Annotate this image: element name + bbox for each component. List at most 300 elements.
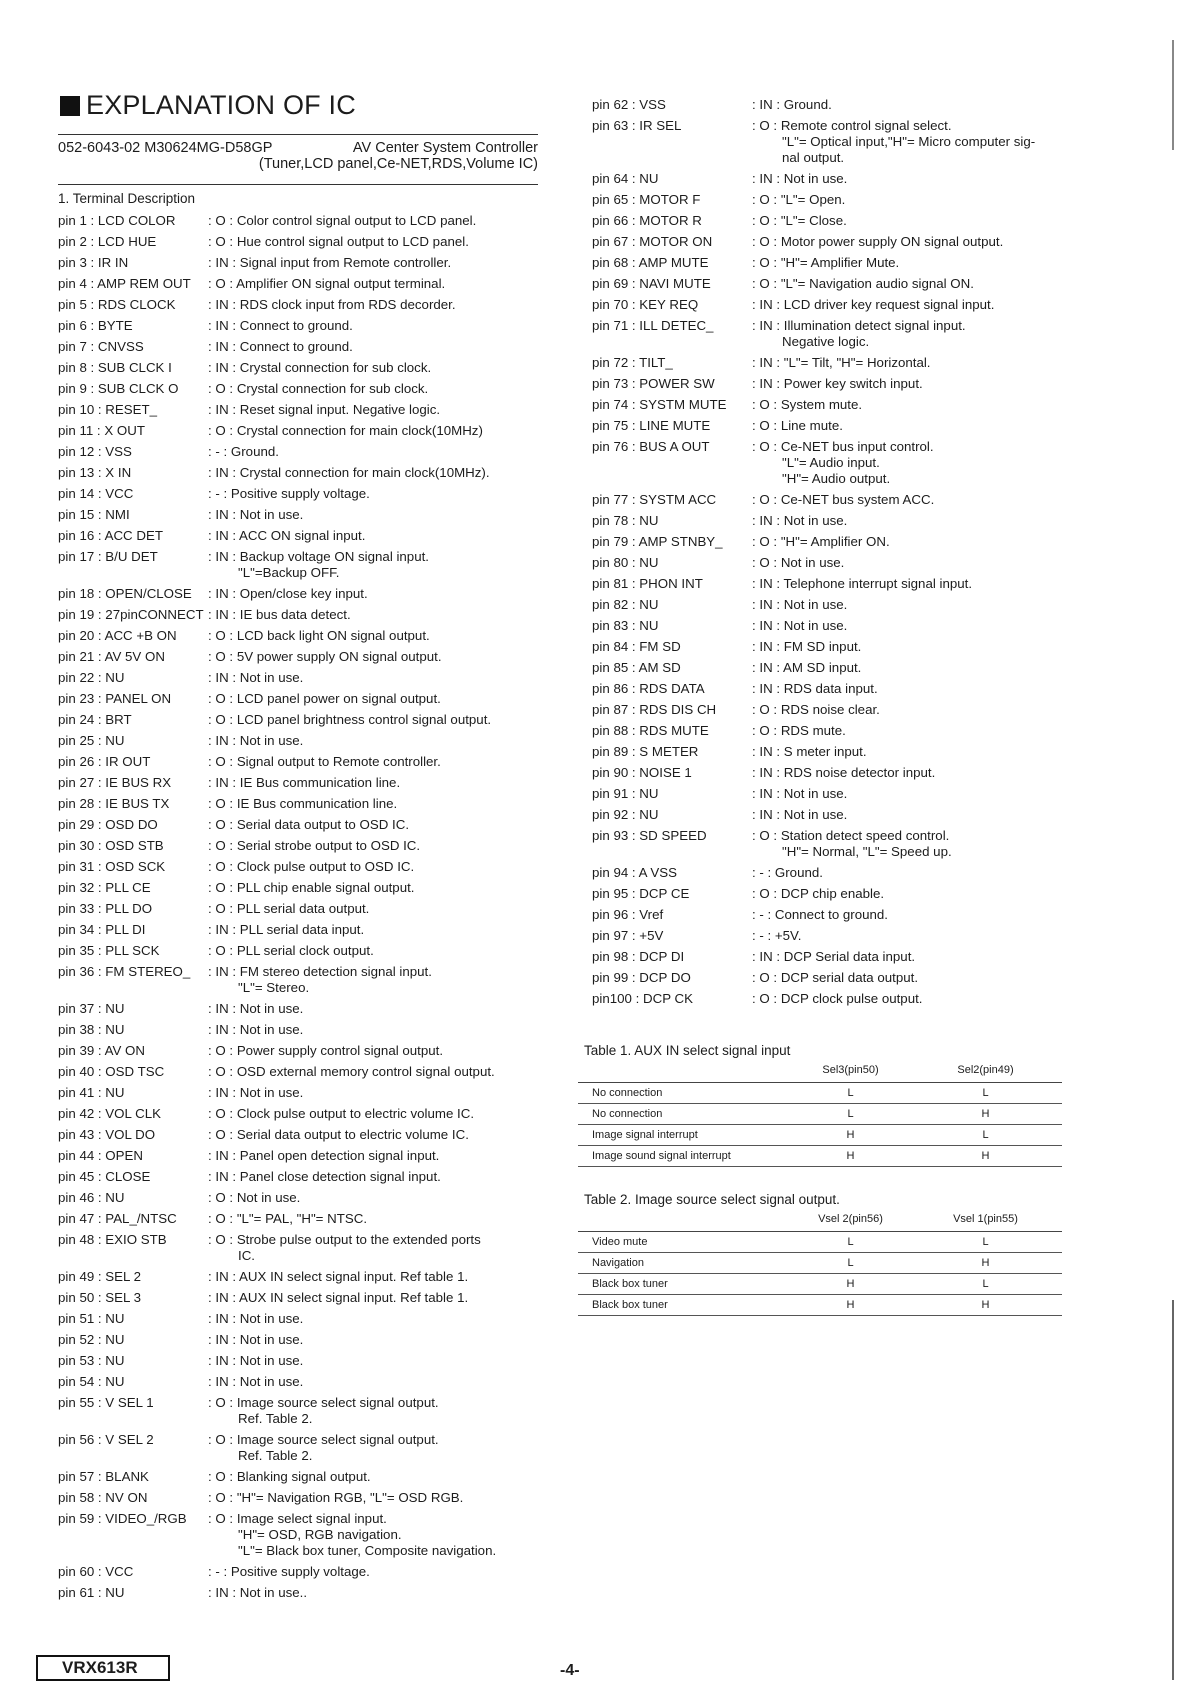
table-cell: L: [847, 1108, 854, 1120]
pin-label: pin 74 : SYSTM MUTE: [592, 397, 727, 412]
pin-row: [58, 604, 548, 625]
pin-description-line: : O : RDS noise clear.: [752, 702, 880, 717]
pin-row: [58, 1487, 548, 1508]
pin-description: [752, 925, 1112, 946]
pin-row: [58, 835, 548, 856]
pin-description-line: : O : PLL serial data output.: [208, 901, 370, 916]
pin-description-line: : O : Power supply control signal output.: [208, 1043, 444, 1058]
pin-description: [752, 531, 1112, 552]
pin-label: pin 6 : BYTE: [58, 318, 133, 333]
pin-label: pin 68 : AMP MUTE: [592, 255, 709, 270]
pin-description-extra: "H"= Audio output.: [782, 471, 891, 486]
pin-description: [752, 594, 1112, 615]
pin-description: [208, 1287, 548, 1308]
pin-description: [208, 1082, 548, 1103]
pin-label: pin 44 : OPEN: [58, 1148, 143, 1163]
pin-description-line: : IN : Not in use.: [752, 618, 848, 633]
pin-label: pin 16 : ACC DET: [58, 528, 163, 543]
pin-row: [58, 1266, 548, 1287]
pin-description-line: : O : "H"= Amplifier Mute.: [752, 255, 900, 270]
pin-description-line: : IN : FM stereo detection signal input.: [208, 964, 432, 979]
pin-label: pin 83 : NU: [592, 618, 659, 633]
pin-description-line: : O : Serial data output to electric volume IC.: [208, 1127, 469, 1142]
pin-row: [58, 1561, 548, 1582]
pin-row: [58, 546, 548, 581]
pin-row: [592, 862, 1112, 883]
table-cell: L: [982, 1129, 989, 1141]
pin-label: pin 56 : V SEL 2: [58, 1432, 154, 1447]
pin-description: [208, 835, 548, 856]
pin-description: [208, 919, 548, 940]
pin-label: pin 69 : NAVI MUTE: [592, 276, 711, 291]
pin-label: pin 75 : LINE MUTE: [592, 418, 711, 433]
pin-label: pin 55 : V SEL 1: [58, 1395, 154, 1410]
pin-label: pin 57 : BLANK: [58, 1469, 149, 1484]
table-cell: H: [981, 1150, 990, 1162]
pin-description: [208, 252, 548, 273]
pin-row: [58, 877, 548, 898]
pin-row: [58, 378, 548, 399]
pin-description-line: : IN : Not in use.: [208, 507, 304, 522]
pin-description-line: : - : Positive supply voltage.: [208, 1564, 370, 1579]
pin-label: pin 64 : NU: [592, 171, 659, 186]
pin-label: pin 79 : AMP STNBY_: [592, 534, 723, 549]
pin-label: pin 10 : RESET_: [58, 402, 158, 417]
pin-row: [58, 1208, 548, 1229]
pin-row: [592, 988, 1112, 1009]
pin-description: [208, 625, 548, 646]
pin-description-line: : O : LCD back light ON signal output.: [208, 628, 430, 643]
pin-label: pin 14 : VCC: [58, 486, 134, 501]
pin-description-line: : O : LCD panel brightness control signal output.: [208, 712, 492, 727]
title-rule-top: [58, 134, 538, 135]
pin-description: [752, 394, 1112, 415]
table-cell: Image sound signal interrupt: [592, 1150, 731, 1162]
pin-row: [592, 531, 1112, 552]
pin-row: [592, 720, 1112, 741]
pin-row: [58, 525, 548, 546]
pin-description-line: : O : Ce-NET bus input control.: [752, 439, 934, 454]
table-header-cell: [578, 1064, 783, 1082]
pin-label: pin 73 : POWER SW: [592, 376, 715, 391]
pin-description: [752, 315, 1112, 350]
pin-description: [208, 856, 548, 877]
pin-description-line: : IN : IE Bus communication line.: [208, 775, 401, 790]
pin-description-line: : O : IE Bus communication line.: [208, 796, 398, 811]
pin-row: [592, 115, 1112, 166]
pin-description: [752, 252, 1112, 273]
pin-description-line: : IN : "L"= Tilt, "H"= Horizontal.: [752, 355, 931, 370]
pin-row: [58, 252, 548, 273]
pin-row: [58, 688, 548, 709]
pin-description-line: : O : Crystal connection for sub clock.: [208, 381, 429, 396]
pin-description-line: : IN : RDS noise detector input.: [752, 765, 936, 780]
pin-label: pin 52 : NU: [58, 1332, 125, 1347]
pin-row: [592, 741, 1112, 762]
pin-description-line: : IN : Not in use.: [752, 597, 848, 612]
pin-row: [592, 657, 1112, 678]
pin-row: [58, 646, 548, 667]
pin-description-line: : IN : RDS clock input from RDS decorder.: [208, 297, 456, 312]
table-cell: L: [847, 1257, 854, 1269]
pin-description-line: : - : +5V.: [752, 928, 802, 943]
pin-description: [208, 898, 548, 919]
pin-label: pin 77 : SYSTM ACC: [592, 492, 717, 507]
pin-description-extra: "L"= Optical input,"H"= Micro computer sig-: [782, 134, 1036, 149]
pin-description: [208, 273, 548, 294]
table-header-cell: [578, 1213, 783, 1231]
table-cell: L: [982, 1236, 989, 1248]
pin-label: pin 67 : MOTOR ON: [592, 234, 713, 249]
pin-row: [58, 420, 548, 441]
pin-label: pin 41 : NU: [58, 1085, 125, 1100]
pin-description: [208, 420, 548, 441]
ic-part-number: 052-6043-02 M30624MG-D58GP: [58, 140, 273, 156]
pin-description: [752, 883, 1112, 904]
pin-row: [58, 1019, 548, 1040]
page-heading: [60, 90, 356, 121]
pin-description-extra: Ref. Table 2.: [238, 1448, 313, 1463]
pin-description-line: : IN : Not in use.: [208, 1022, 304, 1037]
table2: [578, 1213, 1062, 1316]
pin-description-line: : IN : Panel close detection signal input.: [208, 1169, 441, 1184]
heading-square-icon: [60, 96, 80, 116]
pin-row: [592, 804, 1112, 825]
pin-row: [58, 1582, 548, 1603]
pin-label: pin 76 : BUS A OUT: [592, 439, 710, 454]
table-row: [578, 1104, 1062, 1125]
pin-row: [58, 583, 548, 604]
pin-description: [752, 967, 1112, 988]
pin-description-line: : - : Ground.: [208, 444, 279, 459]
pin-label: pin 24 : BRT: [58, 712, 132, 727]
table-header-cell: Sel3(pin50): [822, 1064, 879, 1076]
pin-description-extra: Negative logic.: [782, 334, 870, 349]
pin-description: [752, 210, 1112, 231]
pin-row: [58, 1229, 548, 1264]
pin-description: [208, 546, 548, 581]
pin-label: pin 34 : PLL DI: [58, 922, 146, 937]
pin-row: [592, 925, 1112, 946]
pin-row: [592, 168, 1112, 189]
table-row: [578, 1083, 1062, 1104]
pin-label: pin 51 : NU: [58, 1311, 125, 1326]
pin-description: [208, 1561, 548, 1582]
pin-description: [208, 441, 548, 462]
pin-label: pin 86 : RDS DATA: [592, 681, 705, 696]
table-cell: Black box tuner: [592, 1299, 668, 1311]
pin-row: [58, 1166, 548, 1187]
pin-description: [208, 1371, 548, 1392]
pin-row: [58, 483, 548, 504]
pin-label: pin 22 : NU: [58, 670, 125, 685]
pin-label: pin 49 : SEL 2: [58, 1269, 142, 1284]
pin-description: [752, 862, 1112, 883]
pin-description-line: : O : "L"= Open.: [752, 192, 846, 207]
pin-description-line: : IN : Not in use.: [208, 733, 304, 748]
page-number: -4-: [560, 1662, 580, 1679]
pin-label: pin 92 : NU: [592, 807, 659, 822]
scan-edge-mark: [1172, 1300, 1174, 1680]
scan-edge-mark: [1172, 40, 1174, 150]
pin-description: [208, 1308, 548, 1329]
pin-row: [58, 1392, 548, 1427]
pin-row: [58, 210, 548, 231]
table-row: [578, 1232, 1062, 1253]
pin-label: pin 18 : OPEN/CLOSE: [58, 586, 192, 601]
pin-label: pin 5 : RDS CLOCK: [58, 297, 176, 312]
pin-label: pin 91 : NU: [592, 786, 659, 801]
pin-description: [208, 604, 548, 625]
table-header-cell: Vsel 1(pin55): [953, 1213, 1018, 1225]
pin-label: pin 62 : VSS: [592, 97, 666, 112]
pin-description: [208, 730, 548, 751]
pin-label: pin 87 : RDS DIS CH: [592, 702, 717, 717]
pin-row: [58, 898, 548, 919]
pin-description-line: : IN : AUX IN select signal input. Ref table 1.: [208, 1269, 469, 1284]
pin-row: [58, 336, 548, 357]
pin-row: [592, 573, 1112, 594]
pin-description-line: : O : Hue control signal output to LCD panel.: [208, 234, 469, 249]
pin-row: [592, 352, 1112, 373]
pin-description-line: : O : DCP clock pulse output.: [752, 991, 923, 1006]
pin-row: [592, 946, 1112, 967]
pin-row: [58, 625, 548, 646]
pin-row: [592, 678, 1112, 699]
pin-description: [752, 946, 1112, 967]
pin-description-line: : IN : PLL serial data input.: [208, 922, 365, 937]
pin-description: [208, 525, 548, 546]
pin-row: [592, 699, 1112, 720]
pin-description-line: : O : LCD panel power on signal output.: [208, 691, 441, 706]
pin-label: pin 43 : VOL DO: [58, 1127, 156, 1142]
pin-description: [208, 1103, 548, 1124]
pin-row: [592, 315, 1112, 350]
pin-description-line: : - : Positive supply voltage.: [208, 486, 370, 501]
table-header-cell: Vsel 2(pin56): [818, 1213, 883, 1225]
pin-description-line: : IN : Open/close key input.: [208, 586, 368, 601]
pin-description-line: : O : "H"= Navigation RGB, "L"= OSD RGB.: [208, 1490, 464, 1505]
pin-label: pin 89 : S METER: [592, 744, 699, 759]
pin-label: pin 27 : IE BUS RX: [58, 775, 172, 790]
pin-label: pin 48 : EXIO STB: [58, 1232, 167, 1247]
pin-description-line: : IN : Reset signal input. Negative logic.: [208, 402, 441, 417]
pin-row: [58, 751, 548, 772]
pin-row: [58, 399, 548, 420]
table1-caption: Table 1. AUX IN select signal input: [584, 1043, 791, 1058]
table-cell: Black box tuner: [592, 1278, 668, 1290]
pin-label: pin 99 : DCP DO: [592, 970, 691, 985]
pin-description-line: : IN : IE bus data detect.: [208, 607, 351, 622]
pin-label: pin 36 : FM STEREO_: [58, 964, 191, 979]
pin-description: [208, 336, 548, 357]
pin-description: [208, 1487, 548, 1508]
table-cell: Image signal interrupt: [592, 1129, 698, 1141]
pin-description: [208, 1229, 548, 1264]
pin-description: [208, 814, 548, 835]
pin-row: [58, 1287, 548, 1308]
pin-label: pin 2 : LCD HUE: [58, 234, 157, 249]
pin-description-line: : IN : Crystal connection for sub clock.: [208, 360, 432, 375]
pin-description: [208, 1124, 548, 1145]
pin-label: pin 71 : ILL DETEC_: [592, 318, 714, 333]
pin-description: [208, 1166, 548, 1187]
pin-label: pin 39 : AV ON: [58, 1043, 145, 1058]
pin-label: pin 78 : NU: [592, 513, 659, 528]
pin-row: [58, 1308, 548, 1329]
pin-description: [752, 168, 1112, 189]
pin-description: [208, 1208, 548, 1229]
pin-row: [58, 961, 548, 996]
pin-description: [208, 231, 548, 252]
pin-description: [208, 1429, 548, 1464]
pin-row: [58, 273, 548, 294]
table-row: [578, 1274, 1062, 1295]
pin-row: [58, 1508, 548, 1559]
pin-description-line: : O : "L"= PAL, "H"= NTSC.: [208, 1211, 368, 1226]
pin-description-extra: nal output.: [782, 150, 845, 165]
table-cell: L: [982, 1087, 989, 1099]
pin-description-line: : IN : Not in use.: [752, 513, 848, 528]
pin-label: pin 29 : OSD DO: [58, 817, 158, 832]
pin-row: [592, 231, 1112, 252]
pin-label: pin 59 : VIDEO_/RGB: [58, 1511, 187, 1526]
pin-description-extra: "H"= Normal, "L"= Speed up.: [782, 844, 952, 859]
pin-label: pin 81 : PHON INT: [592, 576, 703, 591]
pin-label: pin 30 : OSD STB: [58, 838, 164, 853]
pin-description-line: : IN : AUX IN select signal input. Ref table 1.: [208, 1290, 469, 1305]
pin-description-line: : O : Image source select signal output.: [208, 1432, 439, 1447]
pin-description: [752, 615, 1112, 636]
pin-row: [592, 273, 1112, 294]
pin-row: [592, 594, 1112, 615]
pin-label: pin 96 : Vref: [592, 907, 664, 922]
pin-description: [208, 504, 548, 525]
pin-description-line: : IN : Not in use.: [208, 670, 304, 685]
pin-description: [752, 720, 1112, 741]
pin-label: pin 54 : NU: [58, 1374, 125, 1389]
pin-row: [58, 1082, 548, 1103]
pin-label: pin 17 : B/U DET: [58, 549, 158, 564]
pin-description: [208, 1508, 548, 1559]
pin-description-line: : O : System mute.: [752, 397, 863, 412]
pin-label: pin 70 : KEY REQ: [592, 297, 699, 312]
pin-label: pin 15 : NMI: [58, 507, 130, 522]
table-header: [578, 1213, 1062, 1232]
pin-label: pin 46 : NU: [58, 1190, 125, 1205]
pin-description-line: : O : Remote control signal select.: [752, 118, 952, 133]
pin-row: [58, 315, 548, 336]
pin-row: [58, 1187, 548, 1208]
pin-description-line: : IN : ACC ON signal input.: [208, 528, 366, 543]
pin-description-line: : IN : Not in use.: [208, 1374, 304, 1389]
pin-label: pin 35 : PLL SCK: [58, 943, 160, 958]
table1: [578, 1064, 1062, 1167]
pin-row: [592, 883, 1112, 904]
pin-row: [592, 636, 1112, 657]
pin-row: [58, 709, 548, 730]
pin-label: pin 65 : MOTOR F: [592, 192, 701, 207]
pin-description-line: : IN : Not in use.: [208, 1311, 304, 1326]
pin-row: [592, 489, 1112, 510]
pin-description-line: : IN : Not in use.: [208, 1332, 304, 1347]
pin-label: pin 31 : OSD SCK: [58, 859, 166, 874]
table-cell: Video mute: [592, 1236, 648, 1248]
pin-row: [58, 462, 548, 483]
pin-label: pin 3 : IR IN: [58, 255, 129, 270]
pin-label: pin 66 : MOTOR R: [592, 213, 702, 228]
pin-description-line: : O : Not in use.: [752, 555, 845, 570]
pin-description-line: : O : Serial strobe output to OSD IC.: [208, 838, 421, 853]
pin-description-extra: IC.: [238, 1248, 255, 1263]
table-cell: L: [847, 1236, 854, 1248]
pin-label: pin 28 : IE BUS TX: [58, 796, 170, 811]
pin-description: [752, 552, 1112, 573]
pin-row: [58, 919, 548, 940]
pin-description: [208, 772, 548, 793]
pin-row: [58, 231, 548, 252]
pin-row: [58, 504, 548, 525]
pin-description: [752, 825, 1112, 860]
table-cell: H: [846, 1278, 855, 1290]
pin-label: pin 38 : NU: [58, 1022, 125, 1037]
pin-description: [752, 489, 1112, 510]
pin-row: [58, 1103, 548, 1124]
pin-description: [208, 378, 548, 399]
pin-label: pin 21 : AV 5V ON: [58, 649, 165, 664]
pin-description: [208, 877, 548, 898]
pin-description-line: : IN : Not in use.: [752, 171, 848, 186]
pin-label: pin 93 : SD SPEED: [592, 828, 707, 843]
table-row: [578, 1125, 1062, 1146]
pin-description-line: : O : Clock pulse output to OSD IC.: [208, 859, 415, 874]
pin-description-line: : O : Amplifier ON signal output terminal.: [208, 276, 446, 291]
table-cell: H: [981, 1299, 990, 1311]
pin-label: pin100 : DCP CK: [592, 991, 694, 1006]
pin-label: pin 42 : VOL CLK: [58, 1106, 161, 1121]
pin-description-extra: "H"= OSD, RGB navigation.: [238, 1527, 402, 1542]
pin-description-line: : IN : Not in use.: [752, 807, 848, 822]
pin-description-line: : IN : Crystal connection for main clock(10MHz).: [208, 465, 490, 480]
pin-label: pin 84 : FM SD: [592, 639, 681, 654]
pin-description: [752, 741, 1112, 762]
pin-description: [208, 483, 548, 504]
pin-label: pin 12 : VSS: [58, 444, 132, 459]
ic-function: AV Center System Controller: [352, 140, 538, 156]
pin-description-line: : IN : Not in use.: [752, 786, 848, 801]
ic-subtitle: (Tuner,LCD panel,Ce-NET,RDS,Volume IC): [258, 156, 538, 172]
pin-label: pin 1 : LCD COLOR: [58, 213, 176, 228]
pin-description: [208, 1392, 548, 1427]
pin-label: pin 26 : IR OUT: [58, 754, 151, 769]
pin-description-extra: Ref. Table 2.: [238, 1411, 313, 1426]
pin-label: pin 80 : NU: [592, 555, 659, 570]
pin-row: [592, 373, 1112, 394]
pin-description: [752, 352, 1112, 373]
pin-row: [58, 730, 548, 751]
pin-row: [592, 189, 1112, 210]
pin-description: [752, 373, 1112, 394]
pin-row: [592, 615, 1112, 636]
pin-description-line: : IN : Not in use.: [208, 1085, 304, 1100]
pin-description: [752, 657, 1112, 678]
pin-row: [58, 1145, 548, 1166]
pin-description: [752, 699, 1112, 720]
pin-description-line: : IN : Ground.: [752, 97, 832, 112]
pin-description-line: : IN : Connect to ground.: [208, 339, 353, 354]
pin-description: [208, 1466, 548, 1487]
pin-description: [208, 1266, 548, 1287]
